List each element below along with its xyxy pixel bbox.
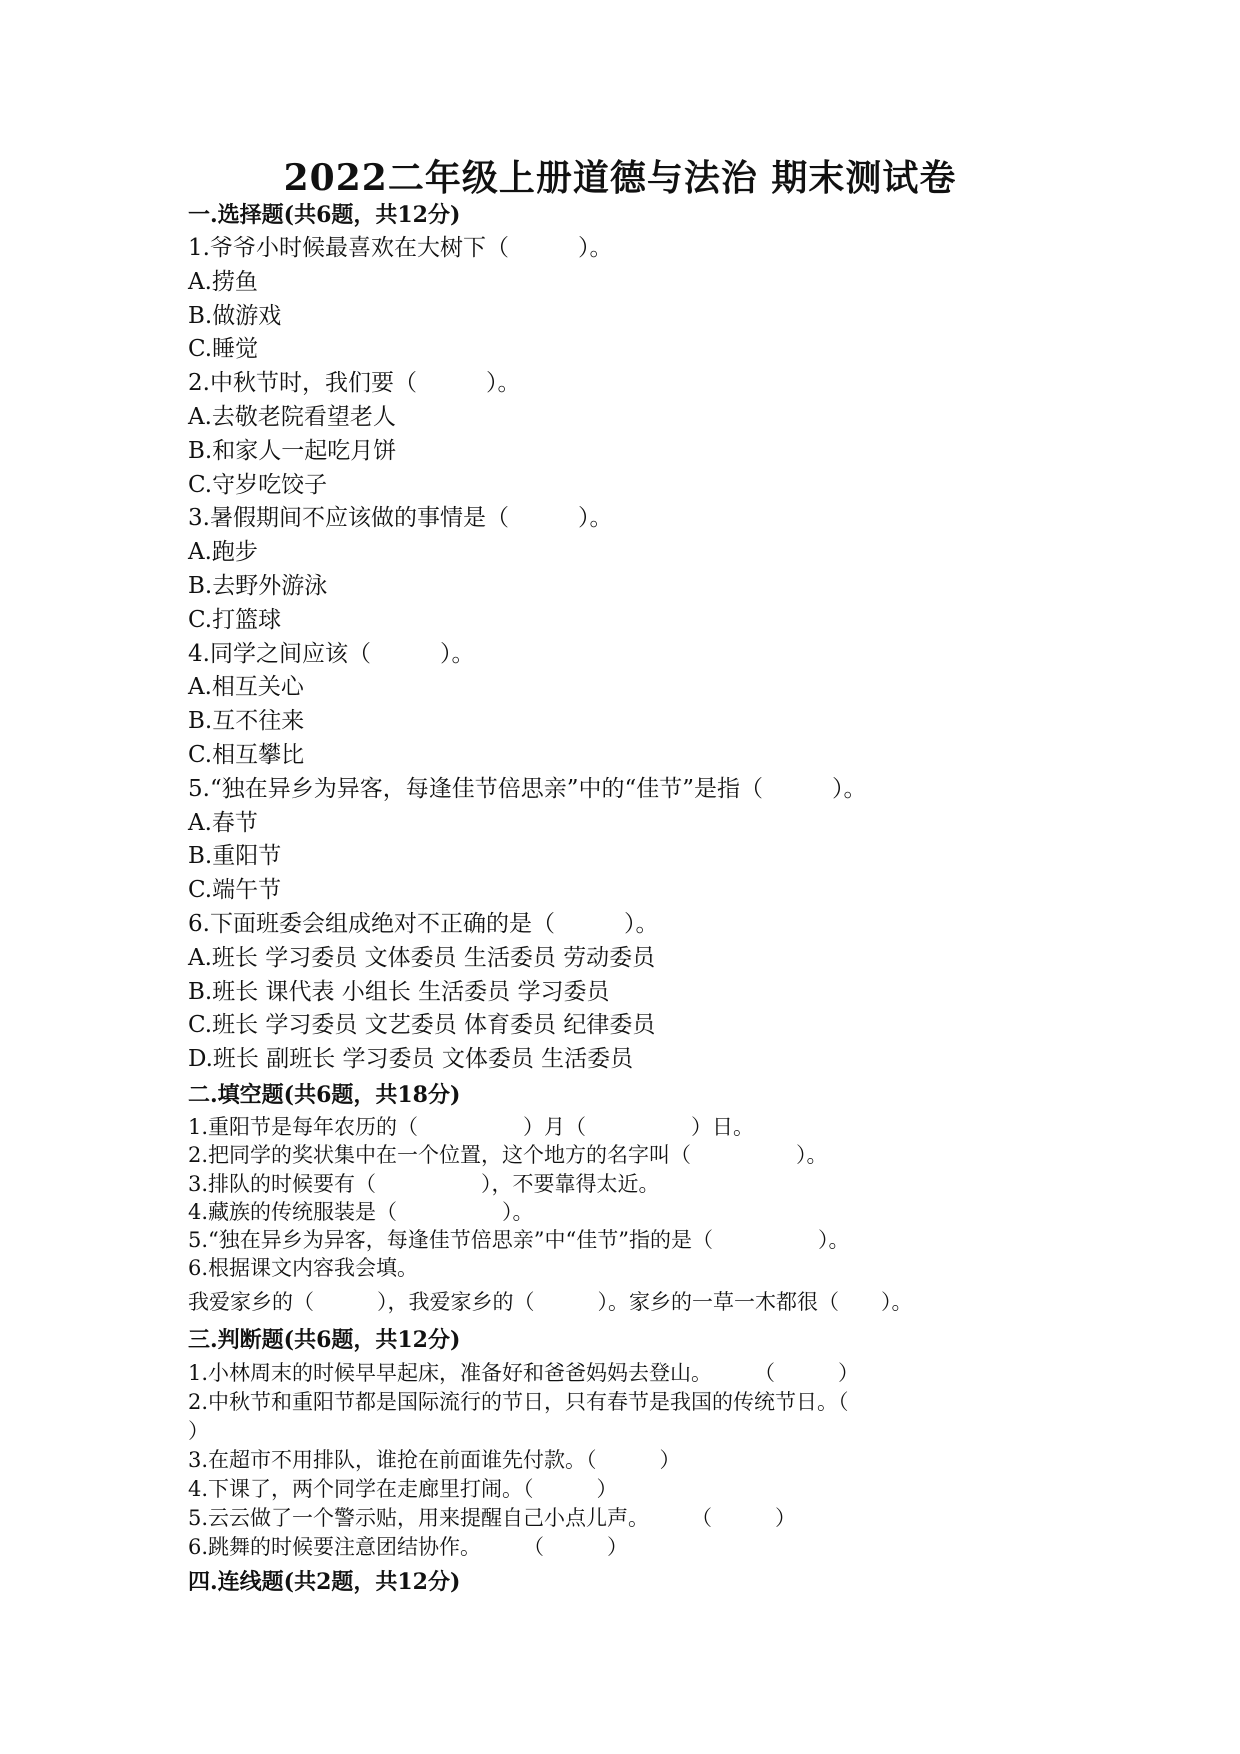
section-heading: 二.填空题(共6题，共18分) <box>188 1081 461 1108</box>
question-line: 我爱家乡的（ ），我爱家乡的（ ）。家乡的一草一木都很（ ）。 <box>188 1289 913 1314</box>
option-line: D.班长 副班长 学习委员 文体委员 生活委员 <box>188 1046 634 1073</box>
option-line: A.去敬老院看望老人 <box>188 403 396 430</box>
question-line: 2.中秋节时，我们要（ ）。 <box>188 370 521 397</box>
option-line: C.相互攀比 <box>188 741 305 768</box>
option-line: C.守岁吃饺子 <box>188 471 328 498</box>
question-line: 4.同学之间应该（ ）。 <box>188 640 475 667</box>
question-line: 4.下课了，两个同学在走廊里打闹。（ ） <box>188 1476 618 1501</box>
option-line: C.端午节 <box>188 877 282 904</box>
page-title: 2022二年级上册道德与法治 期末测试卷 <box>283 157 957 199</box>
question-line: 1.重阳节是每年农历的（ ）月（ ）日。 <box>188 1114 755 1139</box>
option-line: C.班长 学习委员 文艺委员 体育委员 纪律委员 <box>188 1012 656 1039</box>
option-line: A.班长 学习委员 文体委员 生活委员 劳动委员 <box>188 944 656 971</box>
option-line: B.和家人一起吃月饼 <box>188 437 397 464</box>
option-line: A.跑步 <box>188 539 258 566</box>
option-line: A.春节 <box>188 809 258 836</box>
section-heading: 一.选择题(共6题，共12分) <box>188 202 461 228</box>
question-line: 5.“独在异乡为异客，每逢佳节倍思亲”中的“佳节”是指（ ）。 <box>188 775 867 802</box>
section-heading: 三.判断题(共6题，共12分) <box>188 1326 461 1353</box>
option-line: B.班长 课代表 小组长 生活委员 学习委员 <box>188 978 610 1005</box>
option-line: A.捞鱼 <box>188 268 258 295</box>
option-line: B.做游戏 <box>188 302 282 329</box>
option-line: B.互不往来 <box>188 708 305 735</box>
question-line: ） <box>188 1418 209 1443</box>
option-line: C.睡觉 <box>188 336 259 363</box>
option-line: C.打篮球 <box>188 606 282 633</box>
question-line: 3.排队的时候要有（ ），不要靠得太近。 <box>188 1171 660 1196</box>
question-line: 5.“独在异乡为异客，每逢佳节倍思亲”中“佳节”指的是（ ）。 <box>188 1228 850 1253</box>
section-multiple-choice <box>188 198 1088 1077</box>
question-line: 2.把同学的奖状集中在一个位置，这个地方的名字叫（ ）。 <box>188 1143 828 1168</box>
section-fill-in-blank <box>188 1077 1088 1321</box>
question-line: 6.根据课文内容我会填。 <box>188 1256 419 1281</box>
section-heading: 四.连线题(共2题，共12分) <box>188 1568 461 1595</box>
option-line: A.相互关心 <box>188 674 304 701</box>
section-true-false <box>188 1321 1088 1562</box>
question-line: 5.云云做了一个警示贴，用来提醒自己小点儿声。 （ ） <box>188 1505 797 1530</box>
option-line: B.重阳节 <box>188 843 282 870</box>
question-line: 2.中秋节和重阳节都是国际流行的节日，只有春节是我国的传统节日。（ <box>188 1389 849 1414</box>
option-line: B.去野外游泳 <box>188 572 328 599</box>
question-line: 6.下面班委会组成绝对不正确的是（ ）。 <box>188 910 659 937</box>
question-line: 1.爷爷小时候最喜欢在大树下（ ）。 <box>188 235 613 261</box>
question-line: 3.暑假期间不应该做的事情是（ ）。 <box>188 505 613 532</box>
section-matching <box>188 1562 1088 1602</box>
question-line: 6.跳舞的时候要注意团结协作。 （ ） <box>188 1534 629 1559</box>
question-line: 4.藏族的传统服装是（ ）。 <box>188 1199 534 1224</box>
question-line: 1.小林周末的时候早早起床，准备好和爸爸妈妈去登山。 （ ） <box>188 1360 860 1385</box>
question-line: 3.在超市不用排队，谁抢在前面谁先付款。（ ） <box>188 1447 681 1472</box>
exam-content <box>188 198 1088 1602</box>
